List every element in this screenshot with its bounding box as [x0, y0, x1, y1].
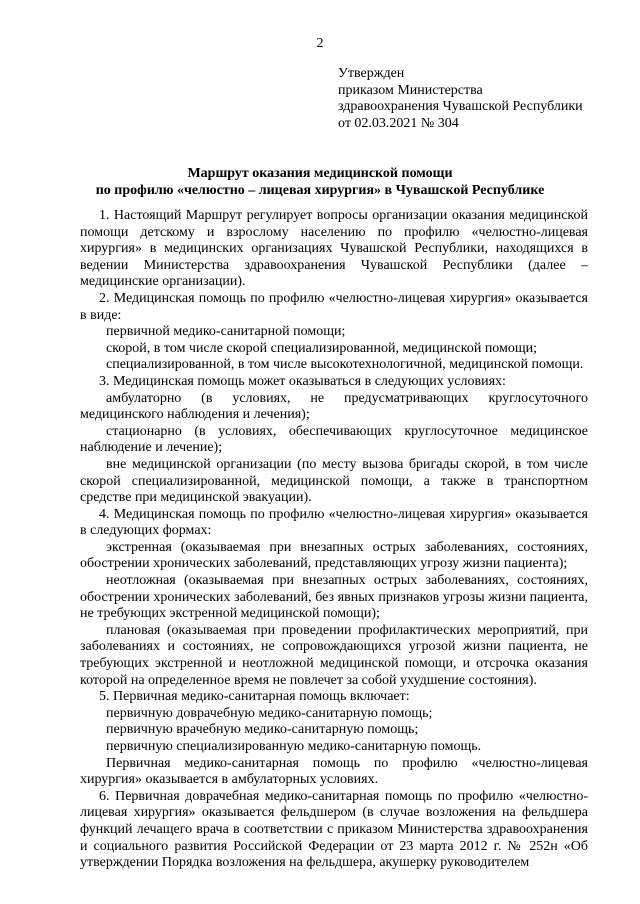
document-title — [0, 166, 640, 199]
paragraph: 6. Первичная доврачебная медико-санитарная помощь по профилю «челюстно-лицевая хирургия» оказывается фельдшером (в случае возложения на фельдшера функций лечащего врача в соответствии с приказом Министерства здравоохранения и социального развития Российской Федерации от 23 марта 2012 г. № 252н «Об утверждении Порядка возложения на фельдшера, акушерку руководителем — [80, 788, 588, 871]
list-item: специализированной, в том числе высокотехнологичной, медицинской помощи. — [106, 357, 584, 373]
list-item: первичной медико-санитарной помощи; — [106, 324, 346, 340]
paragraph: 3. Медицинская помощь может оказываться в следующих условиях: — [99, 373, 506, 389]
paragraph: 1. Настоящий Маршрут регулирует вопросы организации оказания медицинской помощи детскому и взрослому населению по профилю «челюстно-лицевая хирургия» в медицинских организациях Чувашской Республики, находящихся в ведении Министерства здравоохранения Чувашской Республики (далее – медицинские организации). — [80, 208, 588, 290]
list-item: скорой, в том числе скорой специализированной, медицинской помощи; — [106, 340, 538, 356]
approval-line: от 02.03.2021 № 304 — [338, 115, 459, 131]
title-line: по профилю «челюстно – лицевая хирургия» в Чувашской Республике — [95, 182, 545, 198]
approval-line: приказом Министерства — [338, 82, 483, 98]
list-item: стационарно (в условиях, обеспечивающих круглосуточное медицинское наблюдение и лечение); — [80, 423, 588, 456]
list-item: амбулаторно (в условиях, не предусматривающих круглосуточного медицинского наблюдения и лечения); — [80, 390, 588, 423]
paragraph: Первичная медико-санитарная помощь по профилю «челюстно-лицевая хирургия» оказывается в амбулаторных условиях. — [80, 755, 588, 788]
list-item: экстренная (оказываемая при внезапных острых заболеваниях, состояниях, обострении хронических заболеваний, представляющих угрозу жизни пациента); — [80, 539, 588, 572]
document-body — [80, 208, 588, 872]
list-item: первичную доврачебную медико-санитарную помощь; — [106, 705, 433, 721]
list-item: неотложная (оказываемая при внезапных острых заболеваниях, состояниях, обострении хронических заболеваний, без явных признаков угрозы жизни пациента, не требующих экстренной медицинской помощи); — [80, 573, 588, 622]
list-item: первичную врачебную медико-санитарную помощь; — [106, 722, 419, 738]
list-item: плановая (оказываемая при проведении профилактических мероприятий, при заболеваниях и состояниях, не сопровождающихся угрозой жизни пациента, не требующих экстренной и неотложной медицинской помощи, и отсрочка оказания которой на определенное время не повлечет за собой ухудшение состояния). — [80, 622, 588, 688]
title-line: Маршрут оказания медицинской помощи — [187, 166, 453, 181]
list-item: вне медицинской организации (по месту вызова бригады скорой, в том числе скорой специализированной, медицинской помощи, а также в транспортном средстве при медицинской эвакуации). — [80, 456, 588, 506]
paragraph: 5. Первичная медико-санитарная помощь включает: — [99, 689, 410, 705]
page-number: 2 — [316, 36, 324, 51]
approval-line: здравоохранения Чувашской Республики — [338, 99, 583, 115]
paragraph: 2. Медицинская помощь по профилю «челюстно-лицевая хирургия» оказывается в виде: — [80, 290, 588, 323]
list-item: первичную специализированную медико-санитарную помощь. — [106, 739, 482, 754]
approval-block — [338, 66, 583, 132]
paragraph: 4. Медицинская помощь по профилю «челюстно-лицевая хирургия» оказывается в следующих формах: — [80, 506, 588, 539]
approval-line: Утвержден — [338, 66, 405, 81]
